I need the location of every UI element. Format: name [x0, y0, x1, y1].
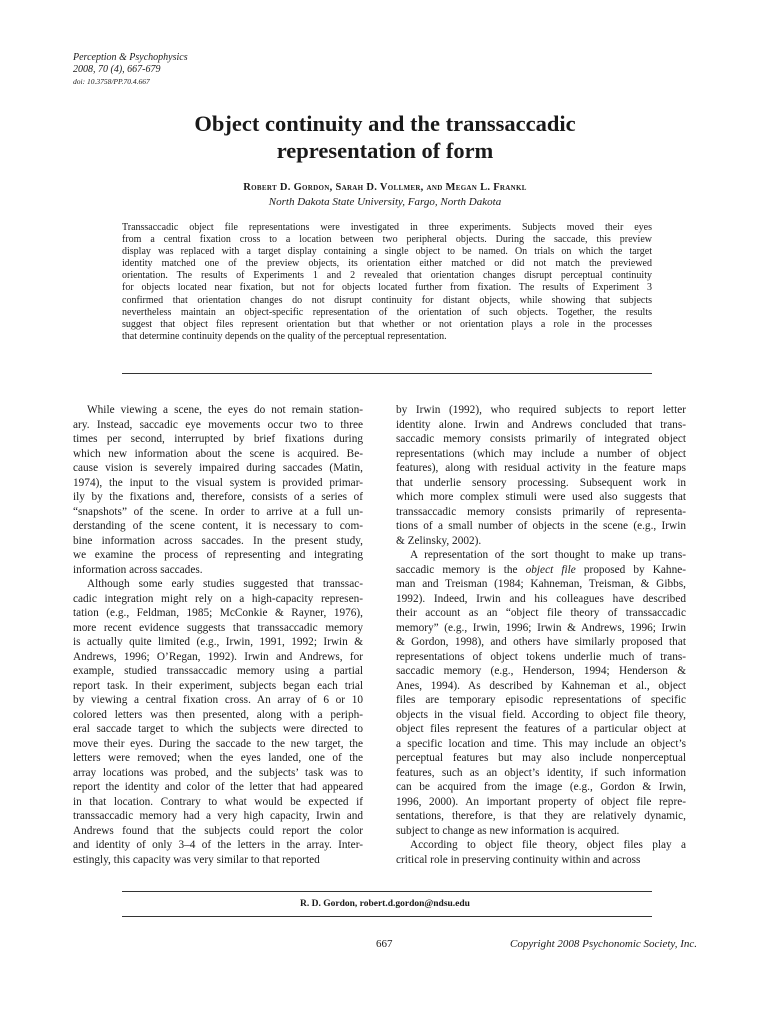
body-text-line: in that location. Contrary to what would be expected if [73, 795, 363, 808]
body-text-line: that underlie sensory processing. Subsequent work in [396, 476, 686, 489]
body-text-line: array locations was probed, and the subjects’ task was to [73, 766, 363, 779]
body-text-line: tation (e.g., Feldman, 1985; McConkie & Rayner, 1976), [73, 607, 363, 619]
body-text-line: critical role in preserving continuity within and across [396, 853, 641, 866]
body-text-line: ily by the fixations and, therefore, consists of a series of [73, 491, 363, 503]
journal-name: Perception & Psychophysics [73, 52, 188, 63]
body-text-line: 1974), the input to the visual system is provided primar- [73, 476, 363, 489]
body-text-line: is actually quite limited (e.g., Irwin, 1991, 1992; Irwin & [73, 636, 363, 648]
affiliation: North Dakota State University, Fargo, North Dakota [268, 196, 502, 208]
body-text-line: sentations, therefore, is that they are relatively dynamic, [396, 810, 686, 822]
body-text-line: & Gordon, 1998), and others have similarly proposed that [396, 636, 686, 648]
journal-citation [73, 52, 188, 88]
body-text-line: we examine the process of representing and integrating [73, 549, 363, 561]
body-text-line: features), along with residual activity in the feature maps [396, 462, 686, 474]
body-text-line: perceptual features but may also include nonperceptual [396, 752, 686, 764]
body-text-line: eral saccade target to which the subjects were directed to [73, 723, 363, 735]
body-text-line: times per second, interrupted by brief fixations during [73, 433, 363, 445]
body-text-line: representations (which may include a number of object [396, 447, 686, 460]
body-text-line: 1996, 2000). An important property of object file repre- [396, 795, 686, 808]
body-text-line: saccadic memory is the object file proposed by Kahne- [396, 563, 687, 576]
body-text-line: move their eyes. During the saccade to the new target, the [73, 737, 363, 750]
journal-volume: 2008, 70 (4), 667-679 [73, 63, 161, 75]
body-text-line: Anes, 1994). As described by Kahneman et al., object [396, 679, 686, 692]
page-number: 667 [376, 938, 393, 950]
body-text-line: colored letters was then presented, along with a periph- [73, 708, 363, 721]
body-text-line: & Zelinsky, 2002). [396, 534, 482, 547]
copyright: Copyright 2008 Psychonomic Society, Inc. [510, 938, 697, 950]
body-text-line: representations of object tokens underlie much of trans- [396, 650, 686, 663]
body-text-line: example, studied transsaccadic memory using a partial [73, 665, 363, 677]
body-text-line: While viewing a scene, the eyes do not remain station- [87, 404, 363, 416]
body-text-line: objects in the visual field. According to object file theory, [396, 708, 686, 721]
body-text-line: transsaccadic memory had a very high capacity, Irwin and [73, 810, 363, 822]
abstract-line: for objects located near fixation, but not for objects located further from fixation. The results of Experiment 3 [122, 282, 652, 294]
body-text-line: ary. Instead, saccadic eye movements occur two to three [73, 418, 363, 431]
body-text-line: cause vision is severely impaired during saccades (Matin, [73, 462, 363, 474]
body-text-line: subject to change as new information is acquired. [396, 824, 620, 837]
abstract-line: display was replaced with a target display containing a single object to be named. On trials on which the target [122, 246, 652, 258]
body-text-line: According to object file theory, object files play a [410, 839, 686, 851]
body-text-line: “snapshots” of the scene. In order to arrive at a full un- [73, 505, 363, 518]
body-text-line: more recent evidence suggests that transsaccadic memory [73, 621, 363, 634]
body-text-line: report the identity and color of the letter that had appeared [73, 781, 363, 793]
abstract-line: orientation. The results of Experiments 1 and 2 revealed that orientation changes disrupt perceptual continuity [122, 270, 652, 282]
doi: doi: 10.3758/PP.70.4.667 [73, 77, 150, 86]
body-text-line: derstanding of the scene content, it is necessary to com- [73, 520, 363, 532]
body-text-line: saccadic memory consists primarily of integrated object [396, 433, 686, 445]
body-text-line: transsaccadic memory consists primarily of representa- [396, 505, 686, 518]
body-text-line: identity alone. Irwin and Andrews concluded that trans- [396, 418, 686, 431]
body-text-line: Although some early studies suggested that transsac- [87, 578, 363, 590]
author-list: Robert D. Gordon, Sarah D. Vollmer, and Megan L. Frankl [243, 182, 527, 193]
abstract [122, 222, 652, 343]
title-line-2: representation of form [276, 138, 494, 163]
abstract-line: nevertheless maintain an object-specific representation of the orientation of such objects. Together, the results [122, 306, 652, 318]
body-text-line: features, such as an object’s identity, if such information [396, 766, 686, 779]
body-text-line: saccadic memory (e.g., Henderson, 1994; Henderson & [396, 665, 686, 677]
body-text-line: letters were removed; when the eyes landed, one of the [73, 752, 363, 764]
body-text-line: estingly, this capacity was very similar to that reported [73, 853, 320, 866]
body-text-line: cadic integration might rely on a high-capacity represen- [73, 592, 363, 605]
body-text-line: 1992). Indeed, Irwin and his colleagues have described [396, 592, 686, 605]
body-text-line: report task. In their experiment, subjects began each trial [73, 679, 363, 692]
abstract-line: from a central fixation cross to a location between two peripheral objects. During the saccade, this preview [122, 234, 652, 246]
body-text-line: Andrews found that the subjects could report the color [73, 824, 363, 837]
abstract-line: suggest that object files represent orientation but that whether or not orientation plays a role in the processes [122, 318, 652, 330]
body-text-line: by viewing a central fixation cross. An array of 6 or 10 [73, 694, 363, 706]
body-text-line: object files represent the features of a particular object at [396, 723, 686, 735]
body-text-line: their account as an “object file theory of transsaccadic [396, 607, 686, 619]
title-line-1: Object continuity and the transsaccadic [194, 111, 576, 136]
body-text-line: man and Treisman (1984; Kahneman, Treisman, & Gibbs, [396, 578, 686, 590]
paper-title [0, 110, 770, 164]
body-text-line: information across saccades. [73, 563, 203, 576]
abstract-line: that determine continuity depends on the quality of the perceptual representation. [122, 330, 447, 342]
abstract-line: identity matched one of the preview objects, its orientation either matched or did not match the previewed [122, 258, 652, 270]
body-text-line: memory” (e.g., Irwin, 1996; Irwin & Andrews, 1996; Irwin [396, 621, 686, 634]
body-text-line: by Irwin (1992), who required subjects to report letter [396, 404, 686, 416]
body-text-line: bine information across saccades. In the present study, [73, 534, 363, 547]
body-text-line: and identity of only 3–4 of the letters in the array. Inter- [73, 839, 363, 851]
abstract-line: Transsaccadic object file representations were investigated in three experiments. Subjects moved their eyes [122, 222, 652, 233]
body-text-line: tions of a small number of objects in the scene (e.g., Irwin [396, 520, 686, 532]
body-text-line: files are temporary episodic representations of specific [396, 694, 686, 706]
correspondence: R. D. Gordon, robert.d.gordon@ndsu.edu [300, 899, 470, 909]
body-text-line: which new information about the scene is acquired. Be- [73, 447, 363, 460]
footnote-bottom-rule [122, 916, 652, 917]
abstract-divider [122, 373, 652, 374]
body-column-right [396, 403, 686, 867]
abstract-line: confirmed that orientation changes do not disrupt continuity for distant objects, while showing that subjects [122, 294, 652, 306]
body-text-line: which more complex stimuli were used also suggests that [396, 491, 686, 503]
body-text-line: Andrews, 1996; O’Regan, 1992). Irwin and Andrews, for [73, 650, 363, 663]
body-text-line: a specific location and time. This may include an object’s [396, 737, 686, 750]
body-text-line: A representation of the sort thought to make up trans- [410, 549, 686, 561]
body-text-line: can be acquired from the image (e.g., Gordon & Irwin, [396, 781, 686, 793]
body-column-left [73, 403, 363, 867]
footnote-divider [122, 891, 652, 892]
